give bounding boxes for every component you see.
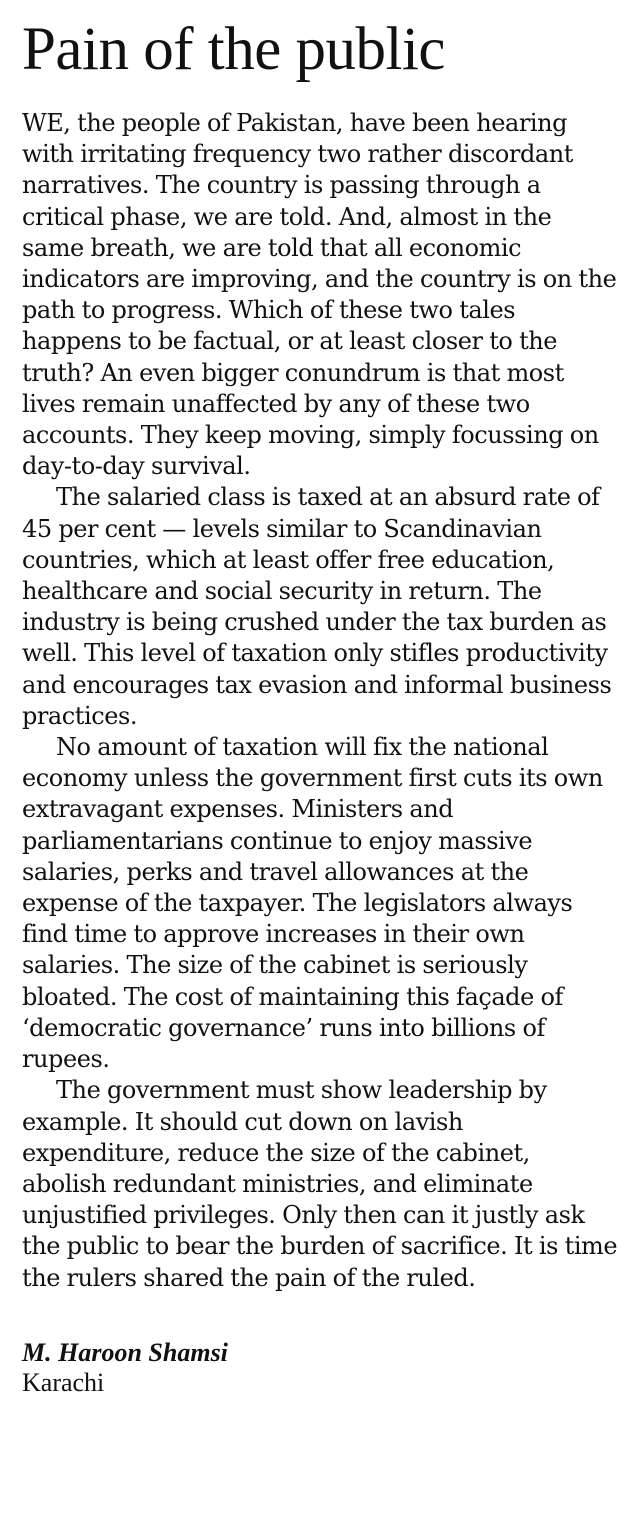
letter-body bbox=[22, 108, 618, 1294]
paragraph-4: The government must show leadership by example. It should cut down on lavish expenditure, reduce the size of the cabinet, abolish redundant ministries, and eliminate unjustified privileges. Only then can it justly ask the public to bear the burden of sacrifice. It is time the rulers shared the pain of the ruled. bbox=[22, 1076, 618, 1292]
paragraph-1: WE, the people of Pakistan, have been hearing with irritating frequency two rather discordant narratives. The country is passing through a critical phase, we are told. And, almost in the same breath, we are told that all economic indicators are improving, and the country is on the path to progress. Which of these two tales happens to be factual, or at least closer to the truth? An even bigger conundrum is that most lives remain unaffected by any of these two accounts. They keep moving, simply focussing on day-to-day survival. bbox=[22, 109, 617, 481]
author-city: Karachi bbox=[22, 1367, 105, 1397]
paragraph-3: No amount of taxation will fix the national economy unless the government first cuts its own extravagant expenses. Ministers and parliamentarians continue to enjoy massive salaries, perks and travel allowances at the expense of the taxpayer. The legislators always find time to approve increases in their own salaries. The size of the cabinet is seriously bloated. The cost of maintaining this façade of ‘democratic governance’ runs into billions of rupees. bbox=[22, 733, 603, 1074]
signature-block bbox=[22, 1338, 618, 1398]
author-name: M. Haroon Shamsi bbox=[22, 1337, 228, 1367]
paragraph-2: The salaried class is taxed at an absurd rate of 45 per cent — levels similar to Scandinavian countries, which at least offer free education, healthcare and social security in return. The industry is being crushed under the tax burden as well. This level of taxation only stifles productivity and encourages tax evasion and informal business practices. bbox=[22, 483, 612, 730]
letter-to-editor bbox=[22, 14, 618, 1398]
headline: Pain of the public bbox=[22, 16, 446, 83]
